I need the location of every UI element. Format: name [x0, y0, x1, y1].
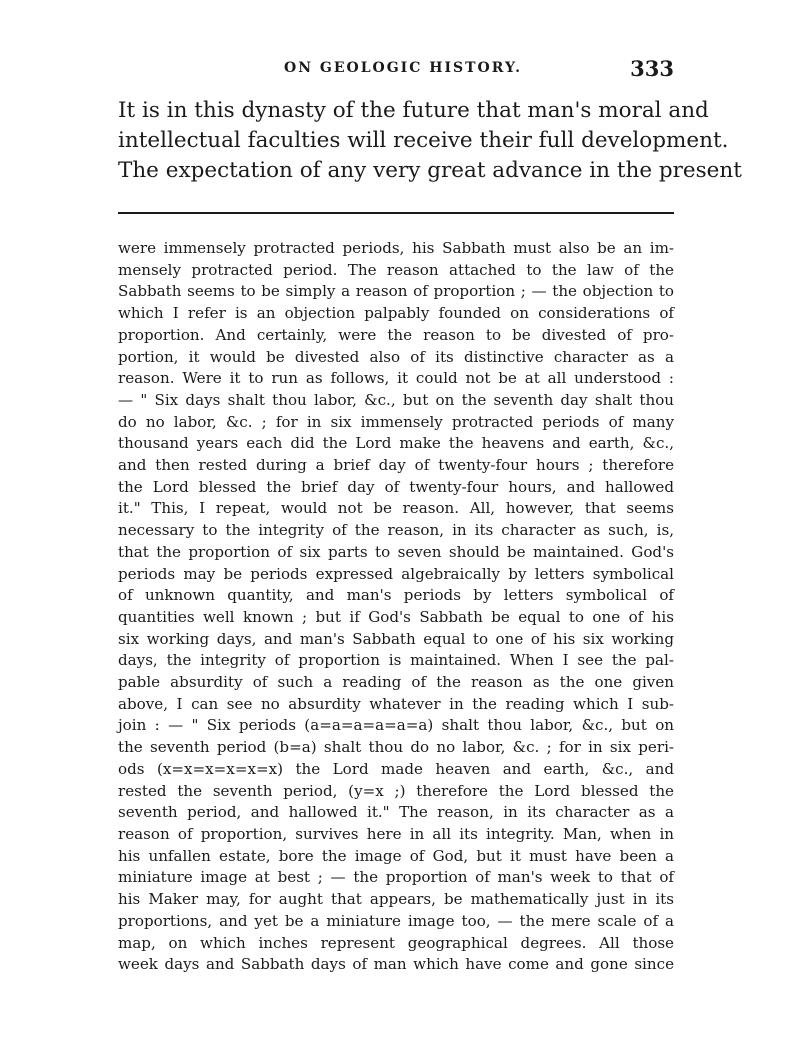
footnote-line: portion, it would be divested also of its distinctive character as a: [118, 347, 674, 366]
footnote-line: map, on which inches represent geographical degrees. All those: [118, 933, 674, 952]
footnote-line: reason. Were it to run as follows, it could not be at all understood :: [118, 369, 674, 388]
footnote-line: his Maker may, for aught that appears, be mathematically just in its: [118, 890, 674, 909]
footnote-line: the seventh period (b=a) shalt thou do no labor, &c. ; for in six peri-: [118, 738, 674, 757]
main-text-line: intellectual faculties will receive their full development.: [118, 128, 729, 153]
footnote-line: that the proportion of six parts to seven should be maintained. God's: [118, 542, 674, 561]
main-paragraph: [118, 96, 742, 186]
footnote-line: Sabbath seems to be simply a reason of proportion ; — the objection to: [118, 282, 674, 301]
footnote-line: seventh period, and hallowed it." The reason, in its character as a: [118, 803, 674, 822]
footnote-line: above, I can see no absurdity whatever in the reading which I sub-: [118, 694, 674, 713]
footnote-line: six working days, and man's Sabbath equal to one of his six working: [118, 629, 674, 648]
footnote-separator-rule: [118, 212, 674, 214]
footnote-line: and then rested during a brief day of twenty-four hours ; therefore: [118, 456, 674, 475]
footnote-line: days, the integrity of proportion is maintained. When I see the pal-: [118, 651, 674, 670]
footnote-line: — " Six days shalt thou labor, &c., but on the seventh day shalt thou: [118, 390, 674, 409]
footnote-line: the Lord blessed the brief day of twenty-four hours, and hallowed: [118, 477, 674, 496]
footnote-line: pable absurdity of such a reading of the reason as the one given: [118, 673, 674, 692]
main-text-line: It is in this dynasty of the future that man's moral and: [118, 98, 709, 123]
footnote-line: necessary to the integrity of the reason, in its character as such, is,: [118, 521, 674, 540]
footnote-line: reason of proportion, survives here in all its integrity. Man, when in: [118, 824, 674, 843]
page-number: 333: [630, 56, 674, 81]
footnote-line: proportion. And certainly, were the reason to be divested of pro-: [118, 325, 674, 344]
running-title: ON GEOLOGIC HISTORY.: [284, 60, 523, 76]
footnote-line: join : — " Six periods (a=a=a=a=a=a) shalt thou labor, &c., but on: [118, 716, 674, 735]
footnote-line: it." This, I repeat, would not be reason. All, however, that seems: [118, 499, 674, 518]
footnote-line: were immensely protracted periods, his Sabbath must also be an im-: [118, 239, 674, 257]
footnote-line: quantities well known ; but if God's Sabbath be equal to one of his: [118, 607, 674, 626]
footnote-line: do no labor, &c. ; for in six immensely protracted periods of many: [118, 412, 674, 431]
main-text-line: The expectation of any very great advance in the present: [118, 158, 742, 183]
footnote-line: of unknown quantity, and man's periods by letters symbolical of: [118, 586, 674, 605]
footnote-line: week days and Sabbath days of man which have come and gone since: [118, 955, 674, 974]
footnote-line: miniature image at best ; — the proportion of man's week to that of: [118, 868, 674, 887]
footnote-line: rested the seventh period, (y=x ;) therefore the Lord blessed the: [118, 781, 674, 800]
footnote-line: his unfallen estate, bore the image of God, but it must have been a: [118, 846, 674, 865]
footnote-line: thousand years each did the Lord make the heavens and earth, &c.,: [118, 434, 674, 453]
footnote-line: periods may be periods expressed algebraically by letters symbolical: [118, 564, 674, 583]
footnote-line: ods (x=x=x=x=x=x) the Lord made heaven and earth, &c., and: [118, 759, 674, 778]
footnote-line: proportions, and yet be a miniature image too, — the mere scale of a: [118, 911, 674, 930]
footnote: [118, 238, 674, 976]
running-head: [118, 58, 672, 82]
footnote-line: mensely protracted period. The reason attached to the law of the: [118, 260, 674, 279]
footnote-line: which I refer is an objection palpably founded on considerations of: [118, 304, 674, 323]
